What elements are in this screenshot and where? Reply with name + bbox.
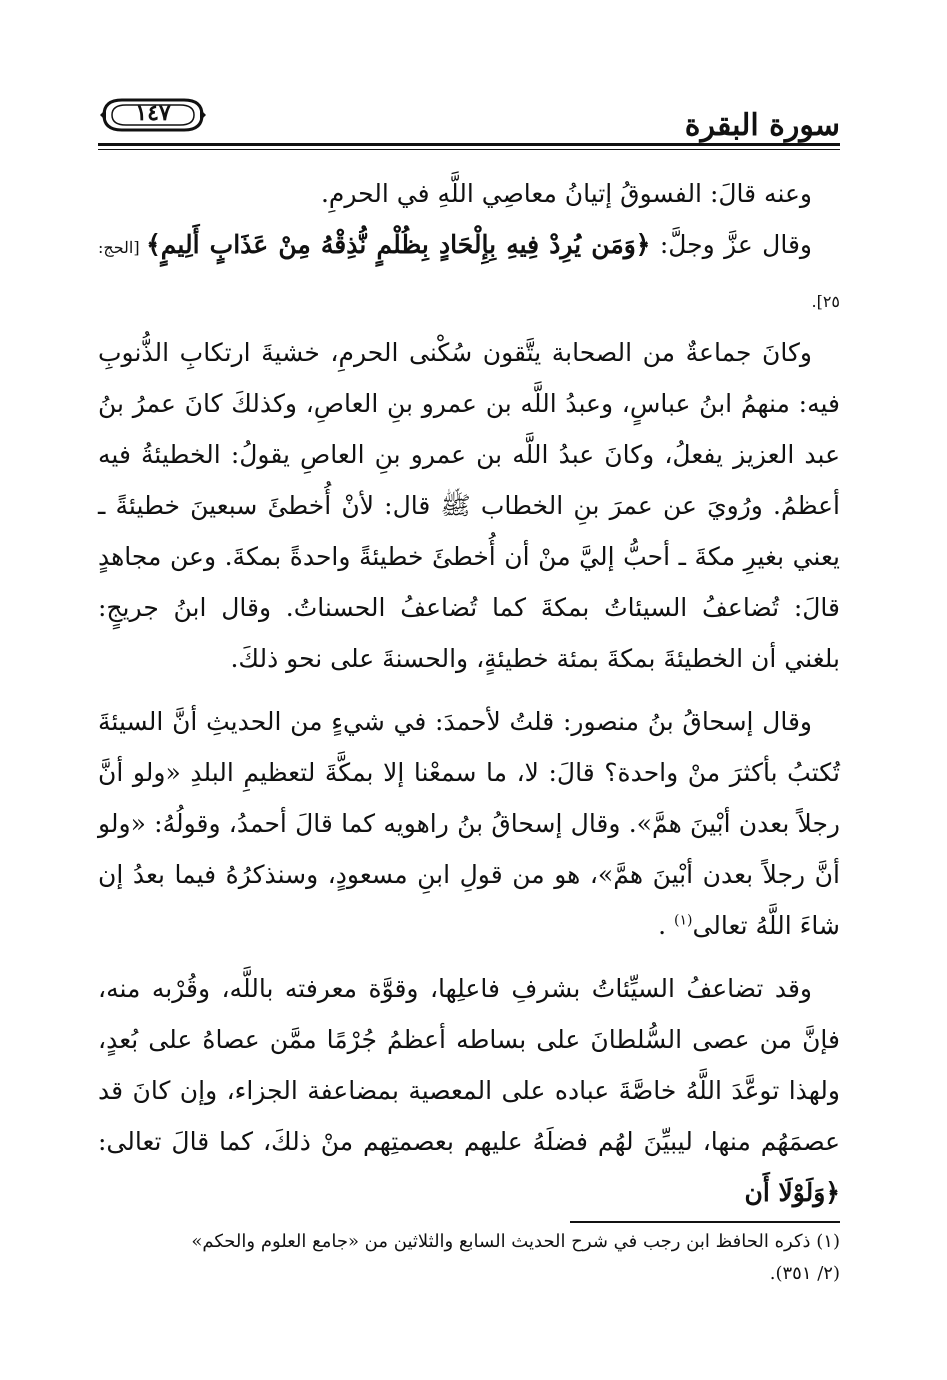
surah-title: سورة البقرة: [684, 108, 840, 143]
footnote-1-line-2: (٢/ ٣٥١).: [769, 1263, 840, 1284]
footnote-marker[interactable]: (١): [673, 912, 693, 929]
header-rule-thin: [98, 149, 840, 150]
page-number: ١٤٧: [135, 100, 171, 126]
page-header: [98, 84, 840, 144]
paragraph-5-text: وقد تضاعفُ السيِّئاتُ بشرفِ فاعلِها، وقوَّة معرفته باللَّه، وقُرْبه منه، فإنَّ من عصى السُّلطانَ على بساطه أعظمُ جُرْمًا ممَّن عصاهُ على بُعدٍ، ولهذا توعَّدَ اللَّهُ خاصَّةَ عباده على المعصية بمضاعفة الجزاء، وإن كانَ قد عصمَهُم منها، ليبيِّنَ لهُم فضلَهُ عليهم بعصمتِهم منْ ذلكَ، كما قالَ تعالى:: [98, 974, 840, 1156]
quran-verse-continued: ﴿وَلَوْلَا أَن: [744, 1178, 840, 1207]
page-number-badge: [98, 94, 208, 136]
main-text: [98, 168, 840, 1218]
paragraph-2: [98, 219, 840, 327]
footnotes: [98, 1226, 840, 1290]
quran-verse: ﴿وَمَن يُرِدْ فِيهِ بِإِلْحَادٍ بِظُلْمٍ نُّذِقْهُ مِنْ عَذَابٍ أَلِيمٍ﴾: [146, 230, 651, 259]
paragraph-5: [98, 963, 840, 1218]
paragraph-4-end: .: [658, 911, 674, 940]
header-rule-thick: [98, 143, 840, 146]
footnote-1-line-1: (١) ذكره الحافظ ابن رجب في شرح الحديث السابع والثلاثين من «جامع العلوم والحكم»: [191, 1231, 840, 1252]
footnote-separator: [570, 1221, 840, 1223]
verse-reference: [الحج: ٢٥].: [98, 238, 840, 311]
paragraph-4-text: وقال إسحاقُ بنُ منصور: قلتُ لأحمدَ: في شيءٍ من الحديثِ أنَّ السيئةَ تُكتبُ بأكثرَ منْ واحدة؟ قالَ: لا، ما سمعْنا إلا بمكَّةَ لتعظيمِ البلدِ «ولو أنَّ رجلاً بعدن أبْينَ همَّ». وقال إسحاقُ بنُ راهويه كما قالَ أحمدُ، وقولُهُ: «ولو أنَّ رجلاً بعدن أبْينَ همَّ»، هو من قولِ ابنِ مسعودٍ، وسنذكرُهُ فيما بعدُ إن شاءَ اللَّهُ تعالى: [98, 707, 840, 940]
paragraph-2-intro: وقال عزَّ وجلَّ:: [650, 230, 812, 259]
paragraph-3: وكانَ جماعةٌ من الصحابة يتَّقون سُكْنى الحرمِ، خشيةَ ارتكابِ الذُّنوبِ فيه: منهمُ ابنُ عباسٍ، وعبدُ اللَّه بن عمرو بنِ العاصِ، وكذلكَ كانَ عمرُ بنُ عبد العزيز يفعلُ، وكانَ عبدُ اللَّه بن عمرو بنِ العاصِ يقولُ: الخطيئةُ فيه أعظمُ. ورُويَ عن عمرَ بنِ الخطاب ﷺ قال: لأنْ أُخطئَ سبعينَ خطيئةً ـ يعني بغيرِ مكةَ ـ أحبُّ إليَّ منْ أن أُخطئَ خطيئةً واحدةً بمكةَ. وعن مجاهدٍ قالَ: تُضاعفُ السيئاتُ بمكةَ كما تُضاعفُ الحسناتُ. وقال ابنُ جريجٍ: بلغني أن الخطيئةَ بمكةَ بمئة خطيئةٍ، والحسنةَ على نحو ذلكَ.: [98, 338, 840, 673]
paragraph-4: [98, 696, 840, 951]
paragraph-1: وعنه قالَ: الفسوقُ إتيانُ معاصِي اللَّهِ في الحرمِ.: [320, 179, 812, 208]
